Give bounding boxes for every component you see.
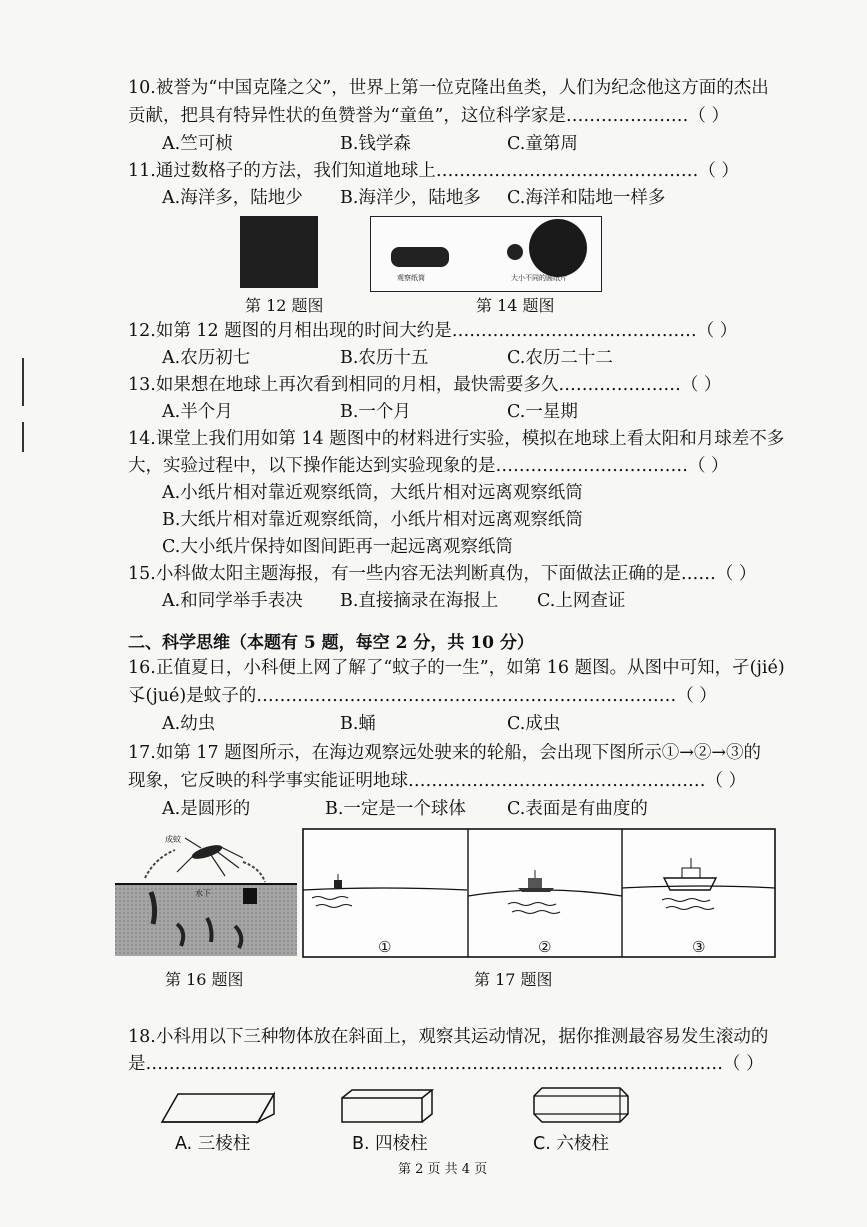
question-17-option-a: A.是圆形的: [162, 799, 251, 819]
question-18-option-b: B. 四棱柱: [352, 1134, 428, 1154]
question-11-line-1: 11.通过数格子的方法，我们知道地球上………………………………………（ ）: [128, 161, 739, 181]
figure-14-image: [370, 216, 602, 292]
figure-14-label-right: 大小不同的圆纸片: [511, 274, 567, 282]
large-paper-disc: [529, 219, 587, 277]
question-17-line-2: 现象，它反映的科学事实能证明地球……………………………………………（ ）: [128, 771, 747, 791]
question-16-line-1: 16.正值夏日，小科便上网了解了“蚊子的一生”，如第 16 题图。从图中可知，孑(jié): [128, 658, 785, 678]
question-16-option-b: B.蛹: [340, 714, 376, 734]
question-14-line-1: 14.课堂上我们用如第 14 题图中的材料进行实验，模拟在地球上看太阳和月球差不多: [128, 429, 785, 449]
question-14-line-2: 大，实验过程中，以下操作能达到实验现象的是……………………………（ ）: [128, 456, 729, 476]
question-11-option-c: C.海洋和陆地一样多: [507, 188, 666, 208]
question-15-option-a: A.和同学举手表决: [162, 591, 303, 611]
question-15-option-b: B.直接摘录在海报上: [340, 591, 499, 611]
figure-16-label-water: 水下: [195, 889, 211, 898]
question-13-option-c: C.一星期: [507, 402, 578, 422]
question-14-option-c: C.大小纸片保持如图间距再一起远离观察纸筒: [162, 537, 513, 557]
paper-tube-shape: [391, 247, 449, 267]
question-18-line-1: 18.小科用以下三种物体放在斜面上，观察其运动情况，据你推测最容易发生滚动的: [128, 1027, 769, 1047]
question-14-option-b: B.大纸片相对靠近观察纸筒，小纸片相对远离观察纸筒: [162, 510, 583, 530]
binding-mark: [22, 422, 24, 452]
question-10-option-a: A.竺可桢: [162, 134, 233, 154]
binding-mark: [22, 358, 24, 406]
figure-12-caption: 第 12 题图: [245, 296, 324, 315]
pupa-icon: [243, 888, 257, 904]
question-11-option-a: A.海洋多，陆地少: [162, 188, 303, 208]
question-16-option-a: A.幼虫: [162, 714, 216, 734]
question-13-line-1: 13.如果想在地球上再次看到相同的月相，最快需要多久…………………（ ）: [128, 375, 722, 395]
figure-16-mosquito-lifecycle: [115, 828, 297, 956]
adult-mosquito-icon: [190, 842, 224, 861]
panel-2-label: ②: [538, 938, 552, 956]
question-10-option-c: C.童第周: [507, 134, 578, 154]
question-16-line-2: 孓(jué)是蚊子的………………………………………………………………（ ）: [128, 686, 717, 706]
figure-14-label-left: 观察纸筒: [397, 274, 425, 282]
question-15-option-c: C.上网查证: [537, 591, 626, 611]
question-17-line-1: 17.如第 17 题图所示，在海边观察远处驶来的轮船，会出现下图所示①→②→③的: [128, 743, 762, 763]
question-17-option-b: B.一定是一个球体: [325, 799, 466, 819]
question-13-option-a: A.半个月: [162, 402, 233, 422]
panel-3-label: ③: [692, 938, 706, 956]
figure-16-caption: 第 16 题图: [165, 970, 244, 989]
question-10-option-b: B.钱学森: [340, 134, 411, 154]
question-12-option-c: C.农历二十二: [507, 348, 613, 368]
question-18-line-2: 是………………………………………………………………………………………（ ）: [128, 1054, 764, 1074]
square-prism-icon: [338, 1086, 438, 1126]
question-13-option-b: B.一个月: [340, 402, 411, 422]
question-10-line-1: 10.被誉为“中国克隆之父”，世界上第一位克隆出鱼类，人们为纪念他这方面的杰出: [128, 78, 769, 98]
figure-14-caption: 第 14 题图: [476, 296, 555, 315]
section-2-heading: 二、科学思维（本题有 5 题，每空 2 分，共 10 分）: [128, 633, 534, 653]
figure-12-moon-image: [240, 216, 318, 288]
hexagonal-prism-icon: [528, 1084, 638, 1128]
question-12-option-a: A.农历初七: [162, 348, 251, 368]
question-16-option-c: C.成虫: [507, 714, 561, 734]
figure-17-caption: 第 17 题图: [474, 970, 553, 989]
question-18-option-a: A. 三棱柱: [175, 1134, 251, 1154]
question-10-line-2: 贡献，把具有特异性状的鱼赞誉为“童鱼”，这位科学家是…………………（ ）: [128, 106, 729, 126]
question-12-line-1: 12.如第 12 题图的月相出现的时间大约是……………………………………（ ）: [128, 321, 738, 341]
question-17-option-c: C.表面是有曲度的: [507, 799, 648, 819]
question-18-option-c: C. 六棱柱: [533, 1134, 609, 1154]
question-12-option-b: B.农历十五: [340, 348, 429, 368]
question-11-option-b: B.海洋少，陆地多: [340, 188, 481, 208]
panel-1-label: ①: [378, 938, 392, 956]
question-14-option-a: A.小纸片相对靠近观察纸筒，大纸片相对远离观察纸筒: [162, 483, 583, 503]
triangular-prism-icon: [158, 1088, 278, 1128]
figure-16-label-top: 成蚊: [165, 835, 181, 844]
small-paper-disc: [507, 244, 523, 260]
question-15-line-1: 15.小科做太阳主题海报，有一些内容无法判断真伪，下面做法正确的是……（ ）: [128, 564, 757, 584]
figure-17-ship-panels: [302, 828, 776, 958]
page-number: 第 2 页 共 4 页: [398, 1162, 488, 1177]
